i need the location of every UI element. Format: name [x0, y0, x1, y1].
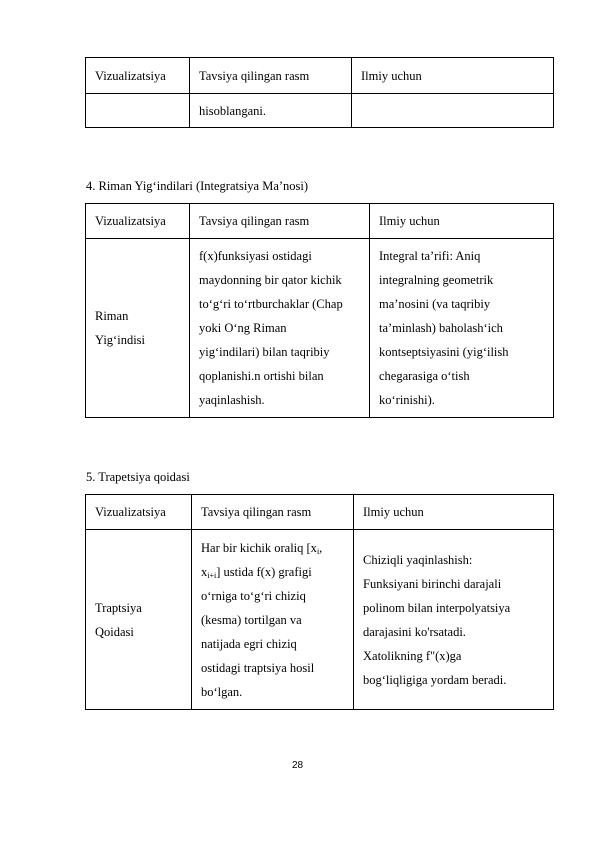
table-cell: hisoblangani. — [190, 94, 352, 128]
text-line: qoplanishi.n ortishi bilan — [199, 369, 324, 383]
text-line: yig‘indilari) bilan taqribiy — [199, 345, 330, 359]
text-line: yaqinlashish. — [199, 393, 265, 407]
text-line: Qoidasi — [95, 624, 134, 639]
text-line: polinom bilan interpolyatsiya — [363, 600, 511, 615]
text-line — [201, 536, 344, 560]
text-line: Integral ta’rifi: Aniq — [379, 249, 481, 263]
text-line: kontseptsiyasini (yig‘ilish — [379, 345, 509, 359]
table-row — [86, 530, 554, 710]
text-line: yoki O‘ng Riman — [199, 321, 287, 335]
section-4-title: 4. Riman Yig‘indilari (Integratsiya Ma’nosi) — [86, 179, 309, 193]
text-line: (kesma) tortilgan va — [201, 612, 302, 627]
table-row — [86, 94, 554, 128]
table-cell-name — [86, 530, 192, 710]
text-line: Yig‘indisi — [95, 333, 146, 347]
text-line: Funksiyani birinchi darajali — [363, 576, 502, 591]
text-line: ta’minlash) baholash‘ich — [379, 321, 503, 335]
table-cell-name — [86, 239, 190, 418]
text-line: Xatolikning f"(x)ga — [363, 648, 462, 663]
header-cell: Tavsiya qilingan rasm — [192, 495, 354, 530]
table-header-row — [86, 58, 554, 94]
text-line: ostidagi traptsiya hosil — [201, 660, 315, 675]
table-cell — [86, 94, 190, 128]
text-line: bog‘liqligiga yordam beradi. — [363, 672, 507, 687]
text-run: ] ustida f(x) grafigi — [216, 564, 312, 579]
text-line: ko‘rinishi). — [379, 393, 435, 407]
text-run: x — [201, 564, 208, 579]
text-run: Har bir kichik oraliq [x — [201, 540, 317, 555]
header-cell: Tavsiya qilingan rasm — [190, 204, 370, 239]
table-header-row — [86, 204, 554, 239]
text-line: darajasini ko'rsatadi. — [363, 624, 466, 639]
table-riman — [85, 203, 554, 418]
header-cell: Vizualizatsiya — [86, 204, 190, 239]
header-cell: Vizualizatsiya — [86, 58, 190, 94]
text-line: natijada egri chiziq — [201, 636, 297, 651]
text-line: o‘rniga to‘g‘ri chiziq — [201, 588, 306, 603]
page-number: 28 — [291, 760, 304, 771]
table-header-row — [86, 495, 554, 530]
table-row — [86, 239, 554, 418]
text-line: ma’nosini (va taqribiy — [379, 297, 491, 311]
table-cell-science — [370, 239, 554, 418]
text-line: chegarasiga o‘tish — [379, 369, 470, 383]
text-line: integralning geometrik — [379, 273, 494, 287]
subscript: i+i — [207, 570, 217, 580]
header-cell: Vizualizatsiya — [86, 495, 192, 530]
table-continued — [85, 57, 554, 128]
table-cell-picture — [192, 530, 354, 710]
header-cell: Ilmiy uchun — [352, 58, 554, 94]
header-cell: Tavsiya qilingan rasm — [190, 58, 352, 94]
text-line: f(x)funksiyasi ostidagi — [199, 249, 312, 263]
table-cell-picture — [190, 239, 370, 418]
text-line: Riman — [95, 309, 129, 323]
text-line: to‘g‘ri to‘rtburchaklar (Chap — [199, 297, 343, 311]
text-line: Chiziqli yaqinlashish: — [363, 552, 473, 567]
text-line: maydonning bir qator kichik — [199, 273, 342, 287]
table-trapetsiya — [85, 494, 554, 710]
header-cell: Ilmiy uchun — [354, 495, 554, 530]
text-line: Traptsiya — [95, 600, 142, 615]
header-cell: Ilmiy uchun — [370, 204, 554, 239]
text-line — [201, 560, 344, 584]
section-5-title: 5. Trapetsiya qoidasi — [86, 470, 190, 484]
text-run: , — [319, 540, 323, 555]
table-cell — [352, 94, 554, 128]
table-cell-science — [354, 530, 554, 710]
subscript: i — [316, 546, 320, 556]
text-line: bo‘lgan. — [201, 684, 243, 699]
